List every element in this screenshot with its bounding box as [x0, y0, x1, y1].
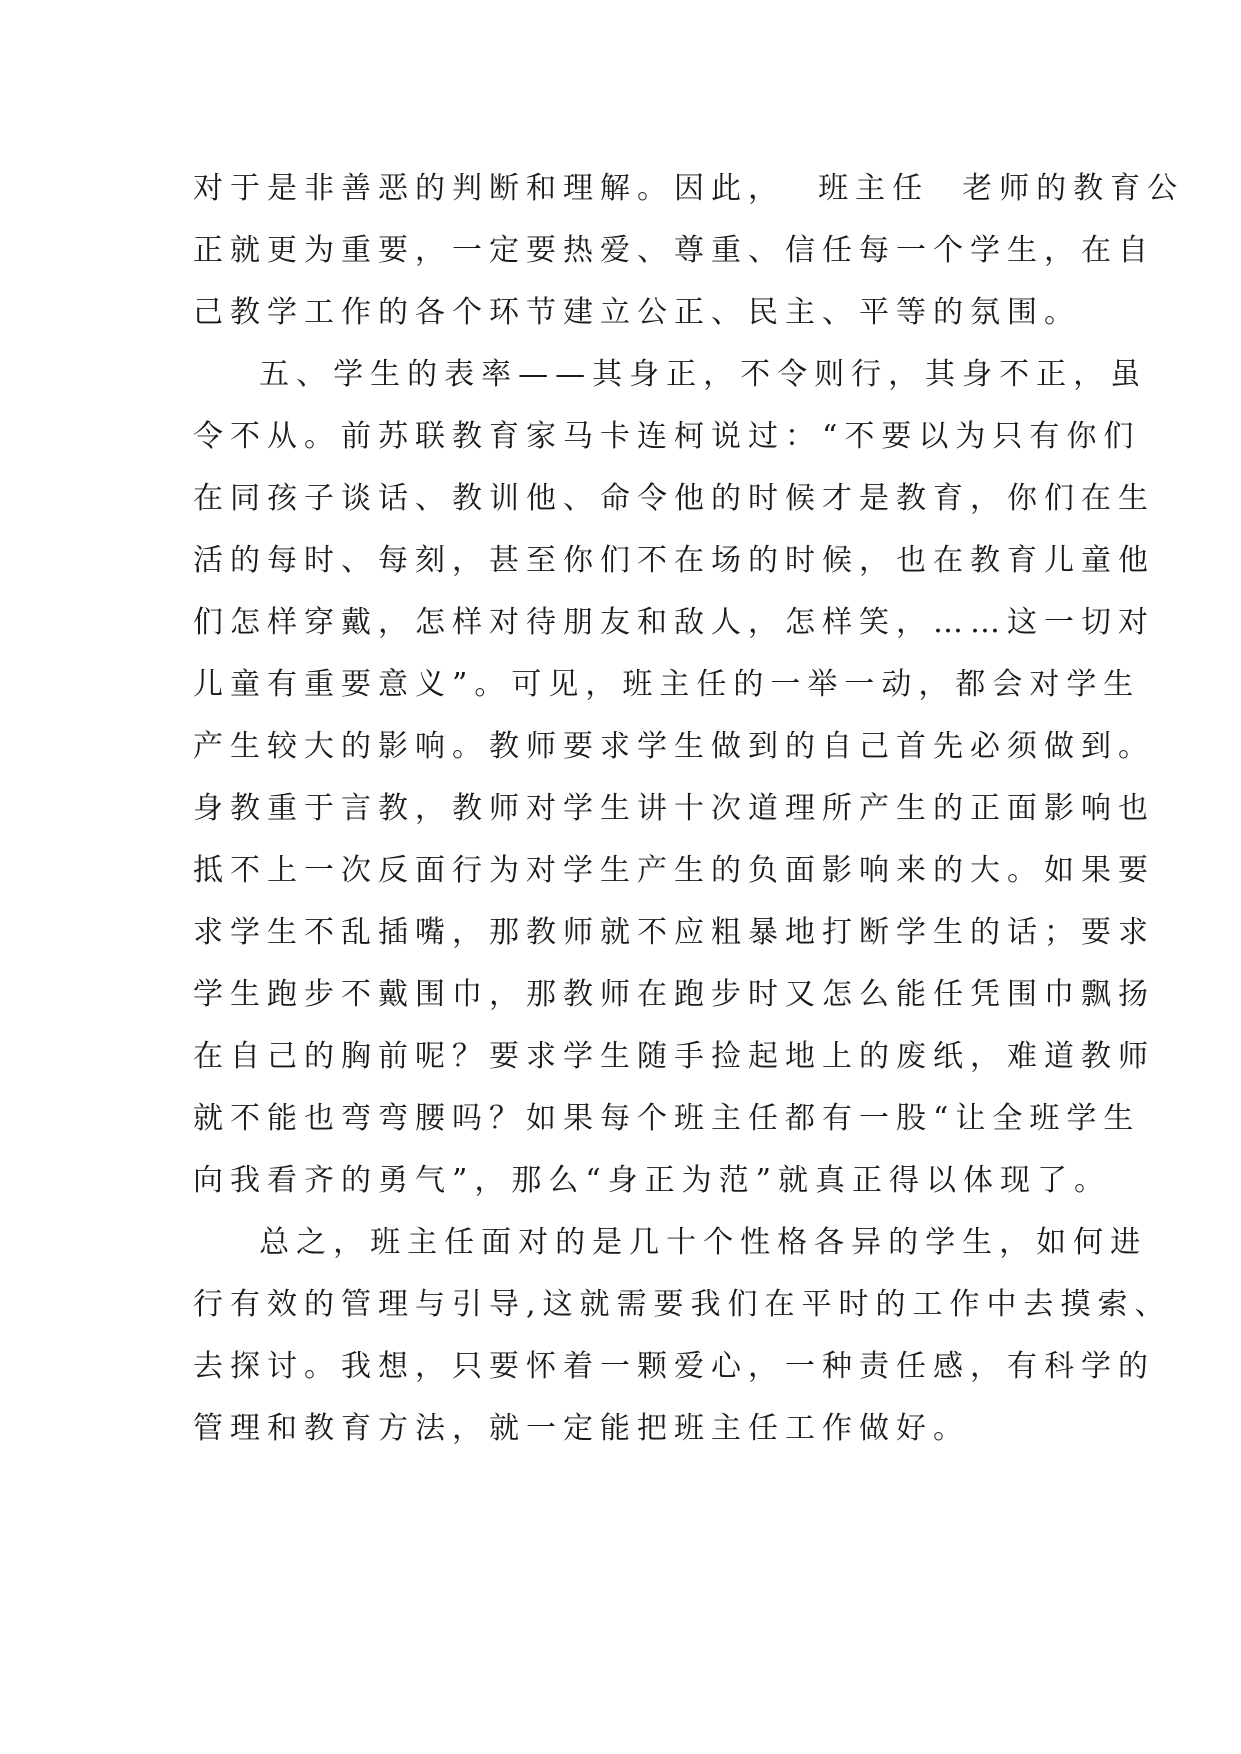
text-line-8: 们怎样穿戴，怎样对待朋友和敌人，怎样笑，……这一切对 [193, 605, 1155, 640]
text-line-10: 产生较大的影响。教师要求学生做到的自己首先必须做到。 [193, 729, 1155, 764]
text-line-18: 总之，班主任面对的是几十个性格各异的学生，如何进 [193, 1225, 1148, 1260]
text-line-9: 儿童有重要意义”。可见，班主任的一举一动，都会对学生 [193, 667, 1141, 702]
text-line-20: 去探讨。我想，只要怀着一颗爱心，一种责任感，有科学的 [193, 1349, 1155, 1384]
text-line-1: 对于是非善恶的判断和理解。因此， 班主任 老师的教育公 [193, 171, 1185, 206]
text-line-2: 正就更为重要，一定要热爱、尊重、信任每一个学生，在自 [193, 233, 1155, 268]
text-line-6: 在同孩子谈话、教训他、命令他的时候才是教育，你们在生 [193, 481, 1155, 516]
text-line-4: 五、学生的表率——其身正，不令则行，其身不正，虽 [193, 357, 1148, 392]
text-line-13: 求学生不乱插嘴，那教师就不应粗暴地打断学生的话；要求 [193, 915, 1155, 950]
document-body [193, 158, 1185, 1460]
text-line-7: 活的每时、每刻，甚至你们不在场的时候，也在教育儿童他 [193, 543, 1155, 578]
text-line-15: 在自己的胸前呢？要求学生随手捡起地上的废纸，难道教师 [193, 1039, 1155, 1074]
text-line-21: 管理和教育方法，就一定能把班主任工作做好。 [193, 1411, 970, 1446]
text-line-5: 令不从。前苏联教育家马卡连柯说过：“不要以为只有你们 [193, 419, 1141, 454]
text-line-12: 抵不上一次反面行为对学生产生的负面影响来的大。如果要 [193, 853, 1155, 888]
text-line-16: 就不能也弯弯腰吗？如果每个班主任都有一股“让全班学生 [193, 1101, 1141, 1136]
text-line-17: 向我看齐的勇气”，那么“身正为范”就真正得以体现了。 [193, 1163, 1112, 1198]
text-line-3: 己教学工作的各个环节建立公正、民主、平等的氛围。 [193, 295, 1081, 330]
text-line-11: 身教重于言教，教师对学生讲十次道理所产生的正面影响也 [193, 791, 1155, 826]
text-line-19: 行有效的管理与引导,这就需要我们在平时的工作中去摸索、 [193, 1287, 1172, 1322]
text-line-14: 学生跑步不戴围巾，那教师在跑步时又怎么能任凭围巾飘扬 [193, 977, 1155, 1012]
